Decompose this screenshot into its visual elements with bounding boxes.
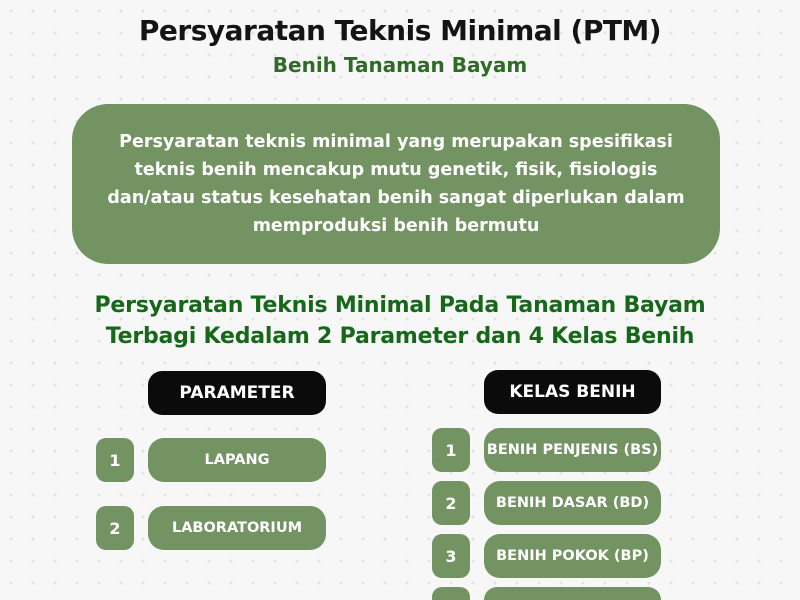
intro-box	[72, 104, 720, 264]
kelas-item-benih-penjenis: BENIH PENJENIS (BS)	[484, 428, 661, 472]
parameter-number-2: 2	[96, 506, 134, 550]
parameter-number-1: 1	[96, 438, 134, 482]
section-heading-line-1: Persyaratan Teknis Minimal Pada Tanaman Bayam	[94, 293, 706, 318]
kelas-item-benih-pokok: BENIH POKOK (BP)	[484, 534, 661, 578]
kelas-benih-header: KELAS BENIH	[484, 370, 661, 414]
section-heading	[0, 290, 800, 352]
page-title: Persyaratan Teknis Minimal (PTM)	[138, 14, 662, 47]
kelas-item-benih-dasar: BENIH DASAR (BD)	[484, 481, 661, 525]
kelas-number-1: 1	[432, 428, 470, 472]
page-subtitle: Benih Tanaman Bayam	[272, 53, 528, 77]
kelas-number-2: 2	[432, 481, 470, 525]
kelas-number-3: 3	[432, 534, 470, 578]
kelas-number-4	[432, 587, 470, 600]
parameter-item-laboratorium: LABORATORIUM	[148, 506, 326, 550]
parameter-item-lapang: LAPANG	[148, 438, 326, 482]
parameter-header: PARAMETER	[148, 371, 326, 415]
section-heading-line-2: Terbagi Kedalam 2 Parameter dan 4 Kelas Benih	[105, 324, 695, 349]
intro-text: Persyaratan teknis minimal yang merupakan spesifikasi teknis benih mencakup mutu genetik, fisik, fisiologis dan/atau status kesehatan benih sangat diperlukan dalam memproduksi benih bermutu	[107, 132, 685, 236]
kelas-item-4	[484, 587, 661, 600]
